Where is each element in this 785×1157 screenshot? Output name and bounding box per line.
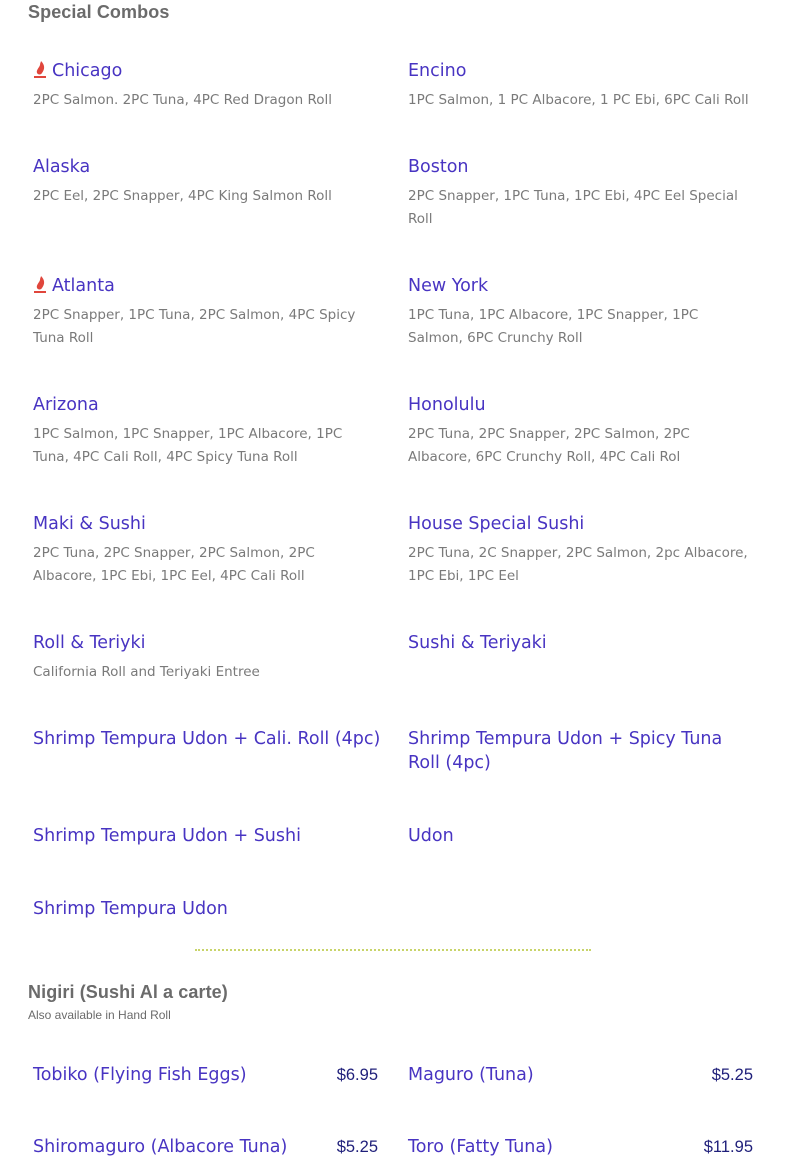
item-description: 1PC Salmon, 1 PC Albacore, 1 PC Ebi, 6PC Cali Roll xyxy=(408,92,749,108)
menu-item[interactable] xyxy=(33,155,381,208)
item-price: $6.95 xyxy=(336,1066,378,1084)
item-name: Shrimp Tempura Udon xyxy=(33,899,228,919)
menu-item[interactable] xyxy=(408,512,756,588)
section-divider xyxy=(195,949,591,951)
item-name: Sushi & Teriyaki xyxy=(408,633,547,653)
item-name: Atlanta xyxy=(52,276,115,296)
menu-item[interactable] xyxy=(408,59,756,112)
item-description: 2PC Tuna, 2PC Snapper, 2PC Salmon, 2PC Albacore, 1PC Ebi, 1PC Eel, 4PC Cali Roll xyxy=(33,545,315,584)
item-description: 1PC Tuna, 1PC Albacore, 1PC Snapper, 1PC Salmon, 6PC Crunchy Roll xyxy=(408,307,699,346)
menu-item[interactable] xyxy=(408,631,756,655)
item-name: Shrimp Tempura Udon + Cali. Roll (4pc) xyxy=(33,729,381,749)
menu-item[interactable] xyxy=(408,727,756,775)
menu-item[interactable] xyxy=(408,1135,753,1157)
item-description: California Roll and Teriyaki Entree xyxy=(33,664,260,680)
item-description: 2PC Snapper, 1PC Tuna, 1PC Ebi, 4PC Eel Special Roll xyxy=(408,188,738,227)
item-description: 2PC Tuna, 2C Snapper, 2PC Salmon, 2pc Albacore, 1PC Ebi, 1PC Eel xyxy=(408,545,748,584)
item-description: 1PC Salmon, 1PC Snapper, 1PC Albacore, 1PC Tuna, 4PC Cali Roll, 4PC Spicy Tuna Roll xyxy=(33,426,343,465)
item-price: $5.25 xyxy=(336,1138,378,1156)
menu-item[interactable] xyxy=(33,1135,378,1157)
menu-item[interactable] xyxy=(33,274,381,350)
menu-item[interactable] xyxy=(33,631,381,684)
section-title-nigiri: Nigiri (Sushi Al a carte) xyxy=(28,982,228,1002)
item-name: Arizona xyxy=(33,395,99,415)
item-description: 2PC Salmon. 2PC Tuna, 4PC Red Dragon Roll xyxy=(33,92,333,108)
menu-item[interactable] xyxy=(408,393,756,469)
item-name: Shrimp Tempura Udon + Spicy Tuna Roll (4pc) xyxy=(408,729,723,773)
menu-item[interactable] xyxy=(33,897,381,921)
item-name: Encino xyxy=(408,61,467,81)
item-name: Honolulu xyxy=(408,395,486,415)
spicy-pepper-icon xyxy=(33,275,47,295)
item-name: Maki & Sushi xyxy=(33,514,146,534)
item-description: 2PC Eel, 2PC Snapper, 4PC King Salmon Roll xyxy=(33,188,332,204)
menu-item[interactable] xyxy=(408,274,756,350)
item-description: 2PC Snapper, 1PC Tuna, 2PC Salmon, 4PC Spicy Tuna Roll xyxy=(33,307,356,346)
section-title-special-combos: Special Combos xyxy=(28,2,170,22)
item-description: 2PC Tuna, 2PC Snapper, 2PC Salmon, 2PC Albacore, 6PC Crunchy Roll, 4PC Cali Rol xyxy=(408,426,690,465)
menu-item[interactable] xyxy=(33,1063,378,1087)
menu-item[interactable] xyxy=(33,824,381,848)
item-name: Tobiko (Flying Fish Eggs) xyxy=(33,1065,247,1085)
item-name: Boston xyxy=(408,157,469,177)
item-name: Maguro (Tuna) xyxy=(408,1065,534,1085)
item-name-row xyxy=(33,59,381,83)
menu-item[interactable] xyxy=(33,59,381,112)
spicy-pepper-icon xyxy=(33,60,47,80)
item-name: Chicago xyxy=(52,61,123,81)
item-name: House Special Sushi xyxy=(408,514,585,534)
section-subtitle: Also available in Hand Roll xyxy=(28,1008,171,1022)
menu-item[interactable] xyxy=(33,512,381,588)
item-name: Roll & Teriyki xyxy=(33,633,146,653)
item-name: Alaska xyxy=(33,157,91,177)
menu-item[interactable] xyxy=(33,393,381,469)
menu-item[interactable] xyxy=(408,824,756,848)
item-name: Shrimp Tempura Udon + Sushi xyxy=(33,826,301,846)
item-name: New York xyxy=(408,276,489,296)
menu-item[interactable] xyxy=(408,155,756,231)
item-price: $5.25 xyxy=(711,1066,753,1084)
item-name: Shiromaguro (Albacore Tuna) xyxy=(33,1137,288,1157)
item-name-row xyxy=(33,274,381,298)
item-name: Udon xyxy=(408,826,454,846)
menu-item[interactable] xyxy=(408,1063,753,1087)
item-name: Toro (Fatty Tuna) xyxy=(408,1137,553,1157)
item-price: $11.95 xyxy=(703,1138,753,1156)
menu-item[interactable] xyxy=(33,727,381,751)
